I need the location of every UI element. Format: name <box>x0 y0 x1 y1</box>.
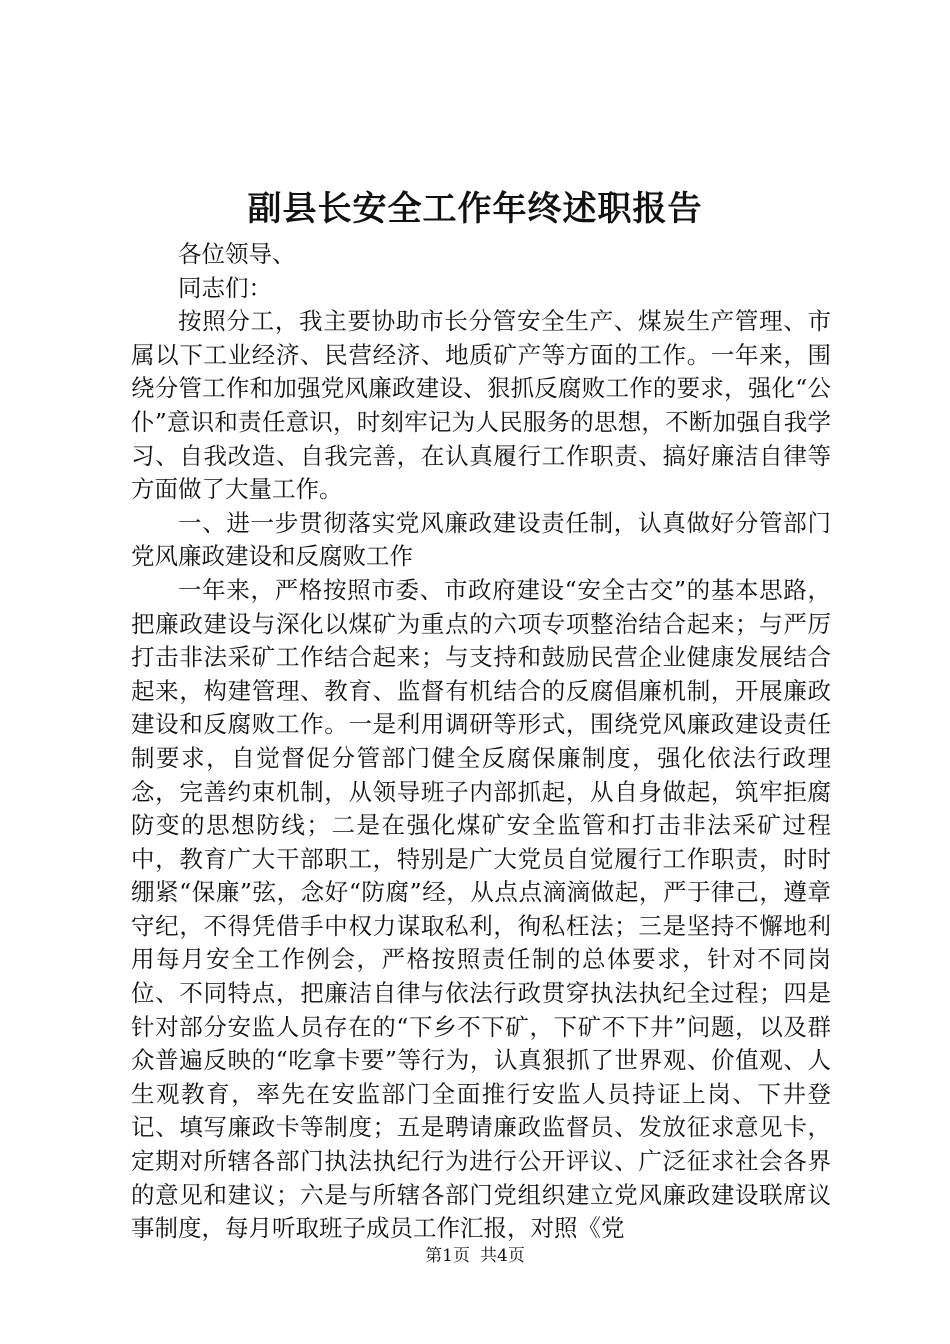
document-title: 副县长安全工作年终述职报告 <box>247 189 703 229</box>
salutation-leaders: 各位领导、 <box>178 240 296 268</box>
page-footer <box>0 1244 950 1268</box>
intro-paragraph: 按照分工，我主要协助市长分管安全生产、煤炭生产管理、市属以下工业经济、民营经济、地质矿产等方面的工作。一年来，围绕分管工作和加强党风廉政建设、狠抓反腐败工作的要求，强化“公仆”意识和责任意识，时刻牢记为人民服务的思想，不断加强自我学习、自我改造、自我完善，在认真履行工作职责、搞好廉洁自律等方面做了大量工作。 <box>131 307 831 504</box>
page-total: 共4页 <box>480 1246 525 1266</box>
salutation-comrades: 同志们： <box>178 273 272 302</box>
section-heading-1: 一、进一步贯彻落实党风廉政建设责任制，认真做好分管部门党风廉政建设和反腐败工作 <box>131 508 831 571</box>
document-body <box>131 238 831 1246</box>
page-number: 第1页 <box>425 1246 470 1266</box>
section-body-1: 一年来，严格按照市委、市政府建设“安全古交”的基本思路，把廉政建设与深化以煤矿为重点的六项专项整治结合起来；与严厉打击非法采矿工作结合起来；与支持和鼓励民营企业健康发展结合起来，构建管理、教育、监督有机结合的反腐倡廉机制，开展廉政建设和反腐败工作。一是利用调研等形式，围绕党风廉政建设责任制要求，自觉督促分管部门健全反腐保廉制度，强化依法行政理念，完善约束机制，从领导班子内部抓起，从自身做起，筑牢拒腐防变的思想防线；二是在强化煤矿安全监管和打击非法采矿过程中，教育广大干部职工，特别是广大党员自觉履行工作职责，时时绷紧“保廉”弦，念好“防腐”经，从点点滴滴做起，严于律己，遵章守纪，不得凭借手中权力谋取私利，徇私枉法；三是坚持不懈地利用每月安全工作例会，严格按照责任制的总体要求，针对不同岗位、不同特点，把廉洁自律与依法行政贯穿执法执纪全过程；四是针对部分安监人员存在的“下乡不下矿，下矿不下井”问题，以及群众普遍反映的“吃拿卡要”等行为，认真狠抓了世界观、价值观、人生观教育，率先在安监部门全面推行安监人员持证上岗、下井登记、填写廉政卡等制度；五是聘请廉政监督员、发放征求意见卡，定期对所辖各部门执法执纪行为进行公开评议、广泛征求社会各界的意见和建议；六是与所辖各部门党组织建立党风廉政建设联席议事制度，每月听取班子成员工作汇报，对照《党 <box>131 575 831 1243</box>
